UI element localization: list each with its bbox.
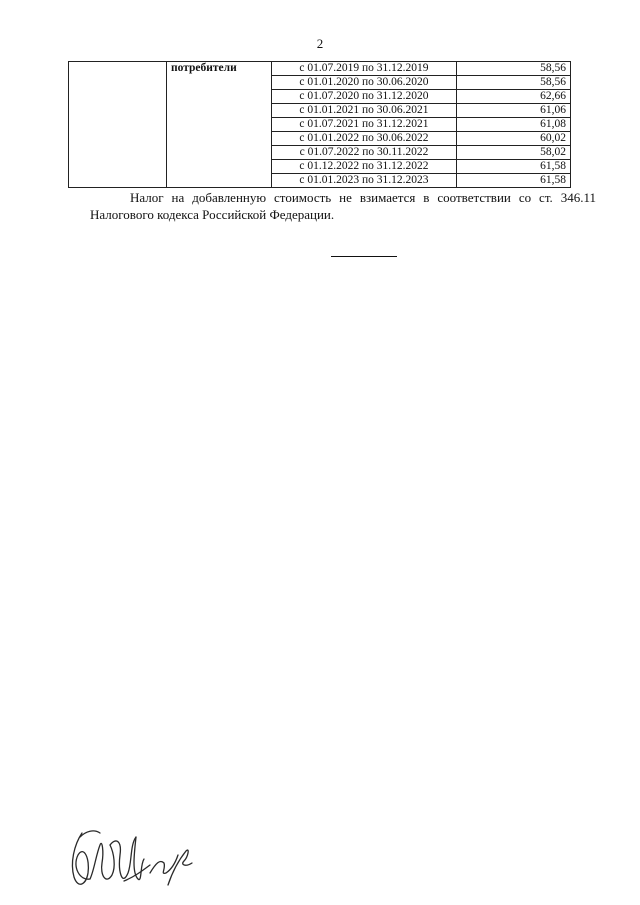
value-cell: 61,06 — [457, 104, 571, 118]
empty-cell — [69, 62, 167, 188]
period-cell: с 01.07.2022 по 30.11.2022 — [272, 146, 457, 160]
tariff-table — [68, 61, 571, 188]
value-cell: 60,02 — [457, 132, 571, 146]
period-cell: с 01.12.2022 по 31.12.2022 — [272, 160, 457, 174]
value-cell: 62,66 — [457, 90, 571, 104]
value-cell: 58,02 — [457, 146, 571, 160]
table-row — [69, 62, 571, 76]
signature — [60, 815, 200, 900]
vat-note: Налог на добавленную стоимость не взимается в соответствии со ст. 346.11 Налогового кодекса Российской Федерации. — [90, 190, 596, 222]
period-cell: с 01.07.2021 по 31.12.2021 — [272, 118, 457, 132]
value-cell: 61,08 — [457, 118, 571, 132]
end-divider — [331, 256, 397, 257]
period-cell: с 01.01.2020 по 30.06.2020 — [272, 76, 457, 90]
category-cell: потребители — [167, 62, 272, 188]
period-cell: с 01.01.2023 по 31.12.2023 — [272, 174, 457, 188]
value-cell: 61,58 — [457, 174, 571, 188]
period-cell: с 01.01.2021 по 30.06.2021 — [272, 104, 457, 118]
value-cell: 61,58 — [457, 160, 571, 174]
period-cell: с 01.01.2022 по 30.06.2022 — [272, 132, 457, 146]
period-cell: с 01.07.2019 по 31.12.2019 — [272, 62, 457, 76]
value-cell: 58,56 — [457, 62, 571, 76]
period-cell: с 01.07.2020 по 31.12.2020 — [272, 90, 457, 104]
page-number: 2 — [316, 36, 324, 51]
value-cell: 58,56 — [457, 76, 571, 90]
